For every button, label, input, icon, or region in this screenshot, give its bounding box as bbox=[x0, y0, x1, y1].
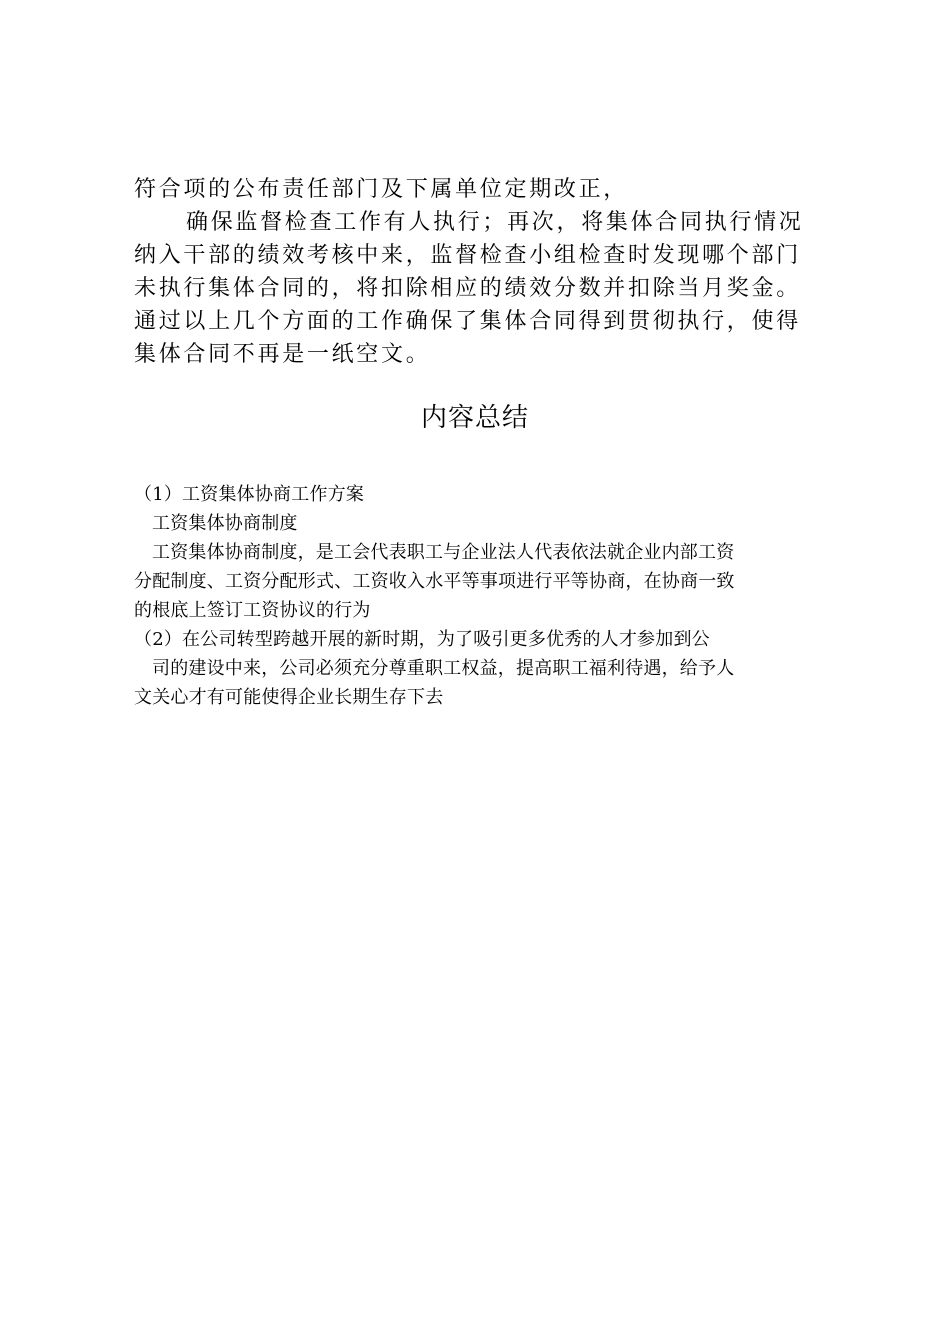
summary-line: 工资集体协商制度 bbox=[152, 513, 298, 534]
body-line: 通过以上几个方面的工作确保了集体合同得到贯彻执行，使得 bbox=[134, 309, 801, 334]
body-paragraph bbox=[134, 173, 824, 371]
summary-section bbox=[134, 480, 824, 712]
summary-line: 分配制度、工资分配形式、工资收入水平等事项进行平等协商，在协商一致 bbox=[134, 571, 735, 592]
body-line: 未执行集体合同的，将扣除相应的绩效分数并扣除当月奖金。 bbox=[134, 276, 801, 301]
summary-line: 文关心才有可能使得企业长期生存下去 bbox=[134, 687, 444, 708]
body-line: 符合项的公布责任部门及下属单位定期改正， bbox=[134, 177, 629, 202]
summary-line: （1）工资集体协商工作方案 bbox=[134, 484, 365, 505]
summary-line: （2）在公司转型跨越开展的新时期，为了吸引更多优秀的人才参加到公 bbox=[134, 629, 710, 650]
body-line: 集体合同不再是一纸空文。 bbox=[134, 342, 431, 367]
summary-line: 司的建设中来，公司必须充分尊重职工权益，提高职工福利待遇，给予人 bbox=[152, 658, 735, 679]
summary-heading: 内容总结 bbox=[420, 403, 529, 433]
summary-line: 工资集体协商制度，是工会代表职工与企业法人代表依法就企业内部工资 bbox=[152, 542, 735, 563]
summary-line: 的根底上签订工资协议的行为 bbox=[134, 600, 371, 621]
body-line: 纳入干部的绩效考核中来，监督检查小组检查时发现哪个部门 bbox=[134, 243, 801, 268]
body-line: 确保监督检查工作有人执行；再次，将集体合同执行情况 bbox=[186, 210, 804, 235]
